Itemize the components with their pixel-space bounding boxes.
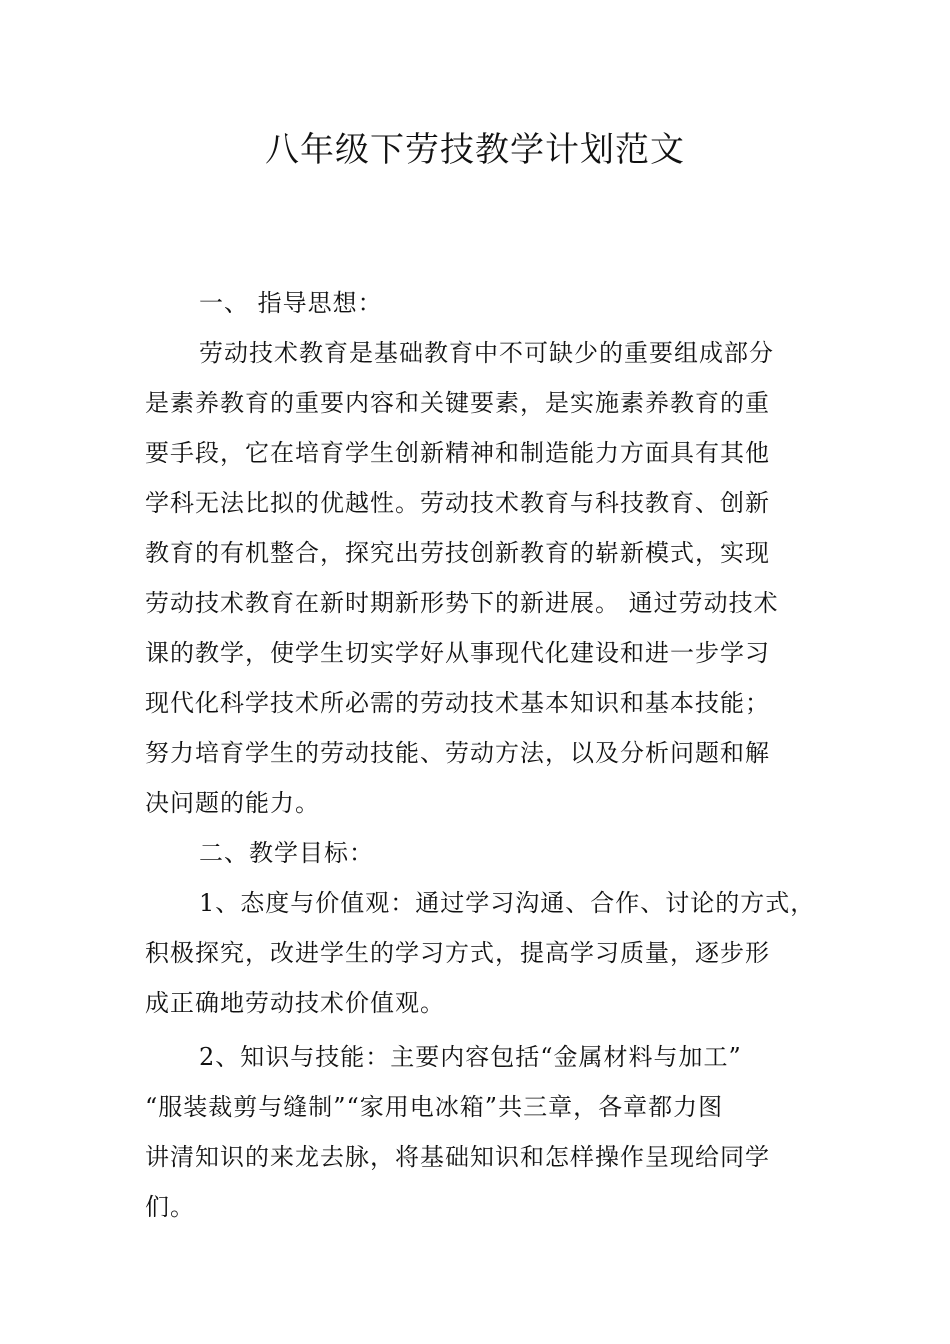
paragraph-guiding-thought — [145, 328, 815, 828]
text-line: 课的教学，使学生切实学好从事现代化建设和进一步学习 — [145, 639, 770, 667]
text-line: 现代化科学技术所必需的劳动技术基本知识和基本技能； — [145, 689, 770, 717]
text-line: 们。 — [145, 1193, 195, 1221]
text-line: 劳动技术教育在新时期新形势下的新进展。 通过劳动技术 — [145, 589, 779, 617]
text-line: 1、态度与价值观：通过学习沟通、合作、讨论的方式， — [199, 889, 816, 917]
text-line: 是素养教育的重要内容和关键要素，是实施素养教育的重 — [145, 389, 770, 417]
paragraph-goal-knowledge — [145, 1032, 815, 1232]
section-heading-guiding-thought — [145, 278, 815, 328]
document-body — [145, 278, 815, 1232]
text-line: “服装裁剪与缝制”“家用电冰箱”共三章，各章都力图 — [145, 1093, 724, 1121]
text-line: 积极探究，改进学生的学习方式，提高学习质量，逐步形 — [145, 939, 770, 967]
text-line: 讲清知识的来龙去脉，将基础知识和怎样操作呈现给同学 — [145, 1143, 770, 1171]
section-heading-teaching-goals — [145, 828, 815, 878]
text-line: 学科无法比拟的优越性。劳动技术教育与科技教育、创新 — [145, 489, 770, 517]
text-line: 要手段，它在培育学生创新精神和制造能力方面具有其他 — [145, 439, 770, 467]
heading-text: 一、 指导思想： — [199, 289, 383, 317]
text-line: 劳动技术教育是基础教育中不可缺少的重要组成部分 — [199, 339, 774, 367]
text-line: 努力培育学生的劳动技能、劳动方法，以及分析问题和解 — [145, 739, 770, 767]
text-line: 决问题的能力。 — [145, 789, 320, 817]
paragraph-goal-attitude — [145, 878, 815, 1028]
document-title: 八年级下劳技教学计划范文 — [265, 130, 685, 170]
text-line: 2、知识与技能：主要内容包括“金属材料与加工” — [199, 1043, 742, 1071]
text-line: 教育的有机整合，探究出劳技创新教育的崭新模式，实现 — [145, 539, 770, 567]
heading-text: 二、教学目标： — [199, 839, 374, 867]
text-line: 成正确地劳动技术价值观。 — [145, 989, 445, 1017]
